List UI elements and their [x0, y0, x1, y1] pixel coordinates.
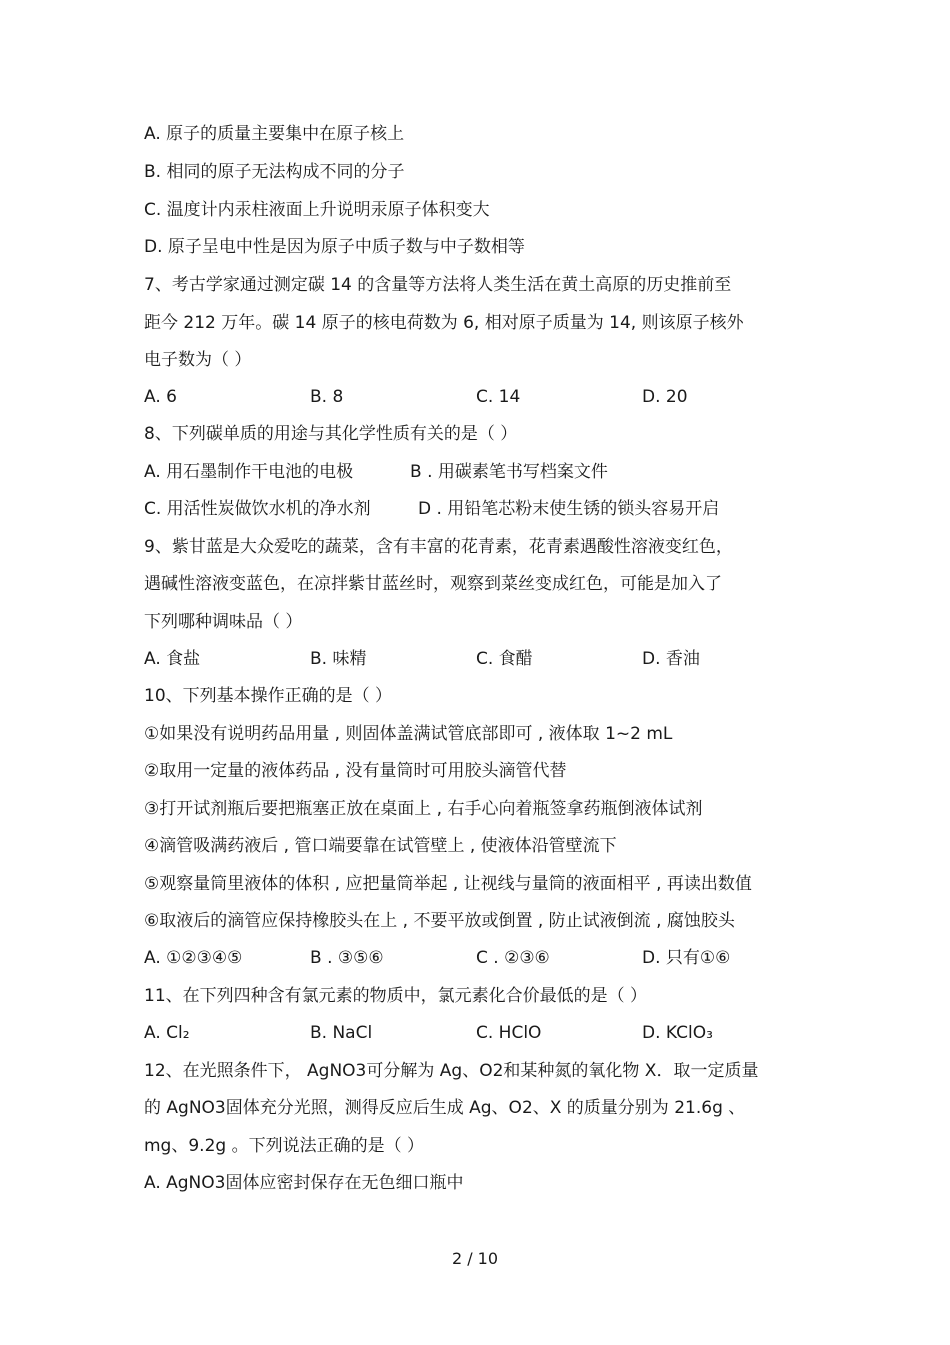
q7-option-a: A. 6	[144, 387, 177, 407]
q8-option-c: C. 用活性炭做饮水机的净水剂	[144, 499, 371, 519]
q9-option-b: B. 味精	[310, 649, 367, 669]
q10-options	[144, 945, 808, 971]
q10-statement-3: ③打开试剂瓶后要把瓶塞正放在桌面上 , 右手心向着瓶签拿药瓶倒液体试剂	[144, 799, 703, 819]
q7-option-b: B. 8	[310, 387, 344, 407]
q8-stem: 8、下列碳单质的用途与其化学性质有关的是（ ）	[144, 424, 518, 444]
q12-stem-line2: 的 AgNO3固体充分光照，测得反应后生成 Ag、O2、X 的质量分别为 21.6g 、	[144, 1098, 746, 1118]
q8-option-a: A. 用石墨制作干电池的电极	[144, 462, 354, 482]
q9-stem-line3: 下列哪种调味品（ ）	[144, 612, 303, 632]
q9-option-d: D. 香油	[642, 649, 700, 669]
q10-statement-6: ⑥取液后的滴管应保持橡胶头在上 , 不要平放或倒置 , 防止试液倒流 , 腐蚀胶头	[144, 911, 735, 931]
q8-option-d: D . 用铅笔芯粉末使生锈的锁头容易开启	[418, 499, 720, 519]
q9-options	[144, 646, 808, 672]
q7-stem-line2: 距今 212 万年。碳 14 原子的核电荷数为 6, 相对原子质量为 14, 则该原子核外	[144, 313, 744, 333]
q8-options-cd	[144, 496, 719, 522]
q12-option-a: A. AgNO3固体应密封保存在无色细口瓶中	[144, 1173, 464, 1193]
q11-option-d: D. KClO₃	[642, 1023, 713, 1043]
page-number: 2 / 10	[451, 1249, 499, 1268]
q9-option-c: C. 食醋	[476, 649, 533, 669]
q11-option-b: B. NaCl	[310, 1023, 373, 1043]
q12-stem-line3: mg、9.2g 。下列说法正确的是（ ）	[144, 1136, 424, 1156]
q10-statement-2: ②取用一定量的液体药品 , 没有量筒时可用胶头滴管代替	[144, 761, 567, 781]
q10-option-a: A. ①②③④⑤	[144, 948, 243, 968]
q10-statement-5: ⑤观察量筒里液体的体积 , 应把量筒举起 , 让视线与量筒的液面相平 , 再读出数值	[144, 874, 752, 894]
q9-option-a: A. 食盐	[144, 649, 201, 669]
q11-stem: 11、在下列四种含有氯元素的物质中，氯元素化合价最低的是（ ）	[144, 986, 648, 1006]
q6-option-b: B. 相同的原子无法构成不同的分子	[144, 162, 405, 182]
q10-option-c: C . ②③⑥	[476, 948, 550, 968]
q9-stem-line2: 遇碱性溶液变蓝色，在凉拌紫甘蓝丝时，观察到菜丝变成红色，可能是加入了	[144, 574, 722, 594]
q8-option-b: B . 用碳素笔书写档案文件	[410, 462, 608, 482]
q7-option-d: D. 20	[642, 387, 688, 407]
q10-statement-1: ①如果没有说明药品用量 , 则固体盖满试管底部即可 , 液体取 1~2 mL	[144, 724, 673, 744]
q10-option-b: B . ③⑤⑥	[310, 948, 384, 968]
q6-option-c: C. 温度计内汞柱液面上升说明汞原子体积变大	[144, 200, 490, 220]
q11-options	[144, 1020, 808, 1046]
q12-stem-line1: 12、在光照条件下， AgNO3可分解为 Ag、O2和某种氮的氧化物 X．取一定质量	[144, 1061, 759, 1081]
q11-option-a: A. Cl₂	[144, 1023, 190, 1043]
q11-option-c: C. HClO	[476, 1023, 542, 1043]
q9-stem-line1: 9、紫甘蓝是大众爱吃的蔬菜，含有丰富的花青素，花青素遇酸性溶液变红色，	[144, 537, 733, 557]
q10-statement-4: ④滴管吸满药液后 , 管口端要靠在试管壁上 , 使液体沿管壁流下	[144, 836, 617, 856]
q7-option-c: C. 14	[476, 387, 521, 407]
q7-options	[144, 384, 808, 410]
q7-stem-line3: 电子数为（ ）	[144, 350, 252, 370]
q8-options-ab	[144, 459, 608, 485]
q7-stem-line1: 7、考古学家通过测定碳 14 的含量等方法将人类生活在黄土高原的历史推前至	[144, 275, 732, 295]
q10-stem: 10、下列基本操作正确的是（ ）	[144, 686, 393, 706]
q6-option-d: D. 原子呈电中性是因为原子中质子数与中子数相等	[144, 237, 525, 257]
q10-option-d: D. 只有①⑥	[642, 948, 731, 968]
q6-option-a: A. 原子的质量主要集中在原子核上	[144, 124, 405, 144]
